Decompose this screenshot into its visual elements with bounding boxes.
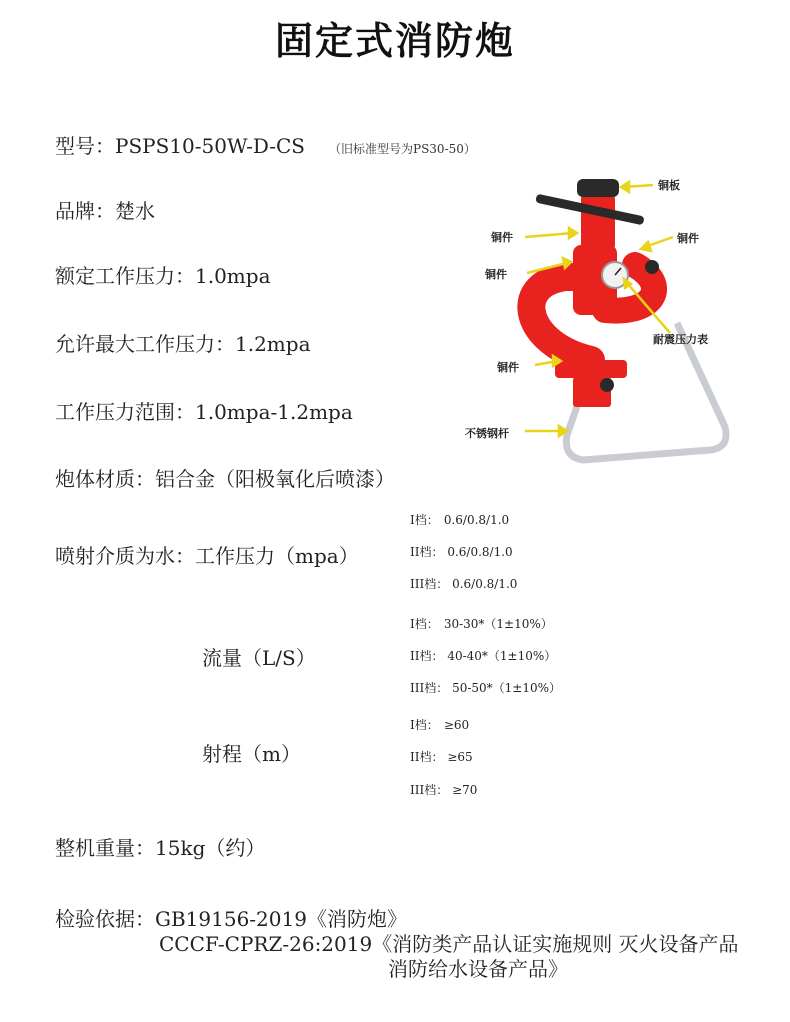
callout-steel-bar: 不锈钢杆 (465, 427, 509, 440)
spec-model-label: 型号： (55, 134, 115, 158)
pressure-row-level: III档： (410, 577, 449, 591)
spec-weight-label: 整机重量： (55, 836, 155, 860)
callout-copper-left-top: 铜件 (491, 231, 513, 244)
fire-monitor-illustration (455, 165, 790, 485)
spec-cert-label: 检验依据： (55, 907, 155, 931)
callout-copper-right: 铜件 (677, 232, 699, 245)
callout-top-plate: 铜板 (658, 179, 680, 192)
flow-row (410, 679, 561, 696)
spec-model-note: （旧标准型号为PS30-50） (329, 142, 476, 156)
flow-row-value: 30-30*（1±10%） (443, 617, 553, 631)
spec-max-pressure (55, 328, 311, 357)
flow-row-level: I档： (410, 617, 439, 631)
spec-material (55, 463, 395, 492)
spec-pressure-range-label: 工作压力范围： (55, 400, 195, 424)
pressure-row-value: 0.6/0.8/1.0 (443, 513, 510, 527)
spec-cert-line2: CCCF-CPRZ-26:2019《消防类产品认证实施规则 灭火设备产品 (159, 932, 739, 956)
spec-pressure-range (55, 396, 353, 425)
knob-base (600, 378, 614, 392)
flow-row-level: III档： (410, 681, 449, 695)
range-row (410, 748, 473, 765)
pressure-row-level: I档： (410, 513, 439, 527)
range-row (410, 781, 477, 798)
pressure-row-value: 0.6/0.8/1.0 (452, 577, 518, 591)
spec-cert-line3: 消防给水设备产品》 (388, 957, 568, 981)
spec-material-value: 铝合金（阳极氧化后喷漆） (155, 467, 395, 491)
range-row-value: ≥60 (443, 718, 470, 732)
range-row-level: III档： (410, 783, 449, 797)
spec-flow-label: 流量（L/S） (202, 646, 316, 670)
callout-copper-left-mid: 铜件 (485, 268, 507, 281)
spec-max-pressure-label: 允许最大工作压力： (55, 332, 235, 356)
pressure-row (410, 543, 513, 560)
pressure-row (410, 511, 509, 528)
flow-row-value: 50-50*（1±10%） (452, 681, 562, 695)
callout-gauge: 耐震压力表 (653, 333, 708, 346)
range-row-value: ≥70 (452, 783, 478, 797)
spec-model (55, 130, 476, 159)
range-row (410, 716, 469, 733)
spec-rated-pressure-value: 1.0mpa (195, 264, 271, 288)
page-title: 固定式消防炮 (274, 19, 515, 63)
knob-right (645, 260, 659, 274)
pressure-row-level: II档： (410, 545, 444, 559)
spec-pressure-range-value: 1.0mpa-1.2mpa (195, 400, 353, 424)
spec-weight-value: 15kg（约） (155, 836, 266, 860)
spec-brand-label: 品牌： (55, 199, 115, 223)
range-row-level: II档： (410, 750, 444, 764)
spec-material-label: 炮体材质： (55, 467, 155, 491)
callout-copper-left-low: 铜件 (497, 361, 519, 374)
spec-model-value: PSPS10-50W-D-CS (115, 134, 305, 158)
flow-row-level: II档： (410, 649, 444, 663)
spec-weight (55, 832, 265, 861)
flow-row-value: 40-40*（1±10%） (447, 649, 557, 663)
flow-row (410, 647, 556, 664)
spec-rated-pressure (55, 260, 271, 289)
pressure-row-value: 0.6/0.8/1.0 (447, 545, 513, 559)
spec-cert-line1: GB19156-2019《消防炮》 (155, 907, 407, 931)
pressure-row (410, 575, 517, 592)
spec-brand (55, 195, 155, 224)
spec-rated-pressure-label: 额定工作压力： (55, 264, 195, 288)
range-row-value: ≥65 (447, 750, 473, 764)
upper-body (581, 193, 615, 251)
range-row-level: I档： (410, 718, 439, 732)
top-plate (577, 179, 619, 197)
spec-medium-label: 喷射介质为水：工作压力（mpa） (55, 544, 359, 568)
spec-max-pressure-value: 1.2mpa (235, 332, 311, 356)
spec-brand-value: 楚水 (115, 199, 155, 223)
flow-row (410, 615, 553, 632)
spec-range-label: 射程（m） (202, 742, 301, 766)
